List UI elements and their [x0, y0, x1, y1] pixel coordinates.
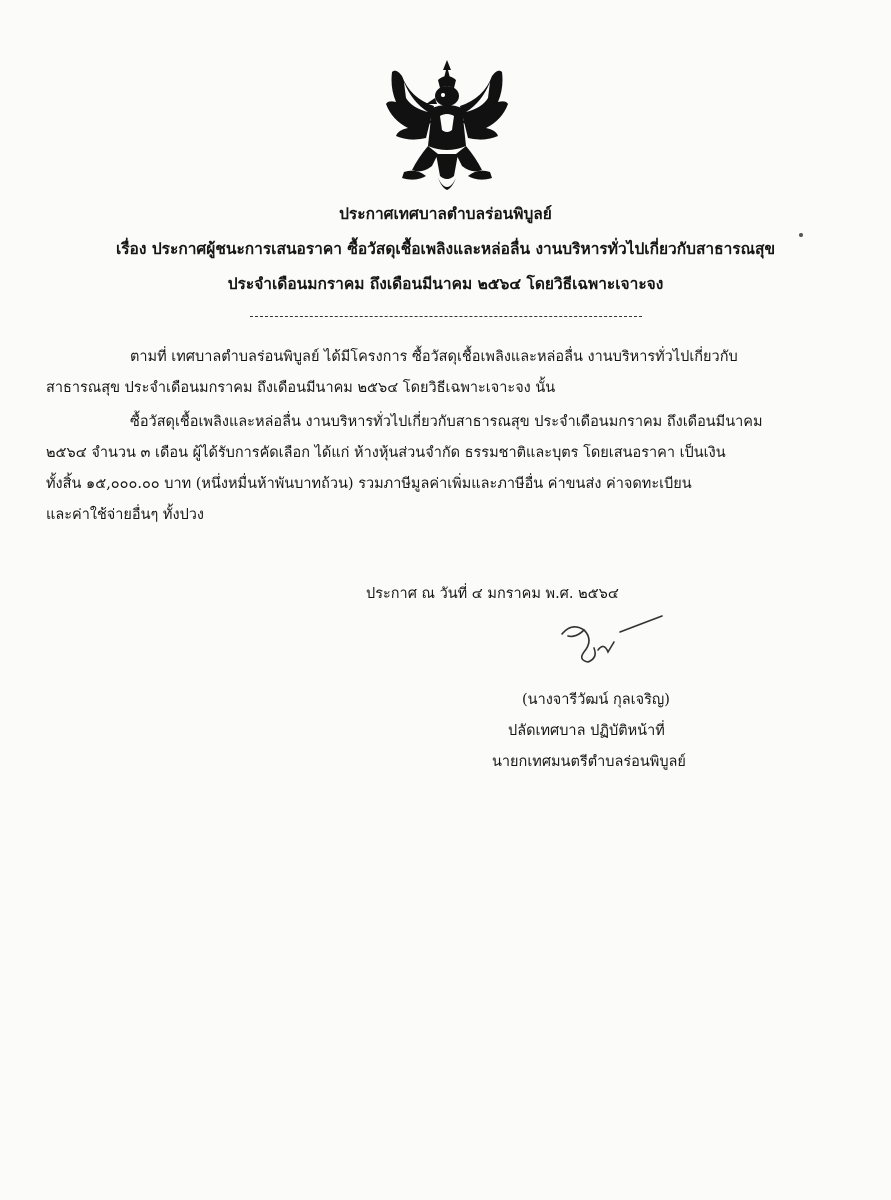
paragraph-2-line-4: และค่าใช้จ่ายอื่นๆ ทั้งปวง: [46, 507, 204, 523]
announcement-title: ประกาศเทศบาลตำบลร่อนพิบูลย์: [339, 204, 552, 223]
announcement-date: ประกาศ ณ วันที่ ๔ มกราคม พ.ศ. ๒๕๖๔: [366, 586, 619, 602]
signer-name: (นางจารีวัฒน์ กุลเจริญ): [522, 692, 670, 708]
paragraph-2-line-1: ซื้อวัสดุเชื้อเพลิงและหล่อลื่น งานบริหารทั่วไปเกี่ยวกับสาธารณสุข ประจำเดือนมกราคม ถึงเดือนมีนาคม: [130, 414, 763, 430]
paragraph-2-line-3: ทั้งสิ้น ๑๕,๐๐๐.๐๐ บาท (หนึ่งหมื่นห้าพันบาทถ้วน) รวมภาษีมูลค่าเพิ่มและภาษีอื่น ค่าขนส่ง ค่าจดทะเบียน: [46, 476, 692, 492]
signer-position-line-1: ปลัดเทศบาล ปฏิบัติหน้าที่: [508, 723, 665, 739]
paragraph-1-line-2: สาธารณสุข ประจำเดือนมกราคม ถึงเดือนมีนาคม ๒๕๖๔ โดยวิธีเฉพาะเจาะจง นั้น: [46, 380, 556, 396]
announcement-subject-line-2: ประจำเดือนมกราคม ถึงเดือนมีนาคม ๒๕๖๔ โดยวิธีเฉพาะเจาะจง: [227, 274, 664, 293]
paragraph-1-line-1: ตามที่ เทศบาลตำบลร่อนพิบูลย์ ได้มีโครงการ ซื้อวัสดุเชื้อเพลิงและหล่อลื่น งานบริหารทั่วไปเกี่ยวกับ: [130, 349, 738, 365]
garuda-emblem-icon: [382, 58, 512, 198]
title-divider: [250, 316, 642, 317]
handwritten-signature: [554, 612, 666, 672]
scan-speck: [799, 233, 803, 237]
signer-position-line-2: นายกเทศมนตรีตำบลร่อนพิบูลย์: [492, 754, 686, 770]
paragraph-2-line-2: ๒๕๖๔ จำนวน ๓ เดือน ผู้ได้รับการคัดเลือก ได้แก่ ห้างหุ้นส่วนจำกัด ธรรมชาติและบุตร โดยเสนอราคา เป็นเงิน: [46, 445, 726, 461]
announcement-subject-line-1: เรื่อง ประกาศผู้ชนะการเสนอราคา ซื้อวัสดุเชื้อเพลิงและหล่อลื่น งานบริหารทั่วไปเกี่ยวกับสาธารณสุข: [115, 239, 776, 258]
